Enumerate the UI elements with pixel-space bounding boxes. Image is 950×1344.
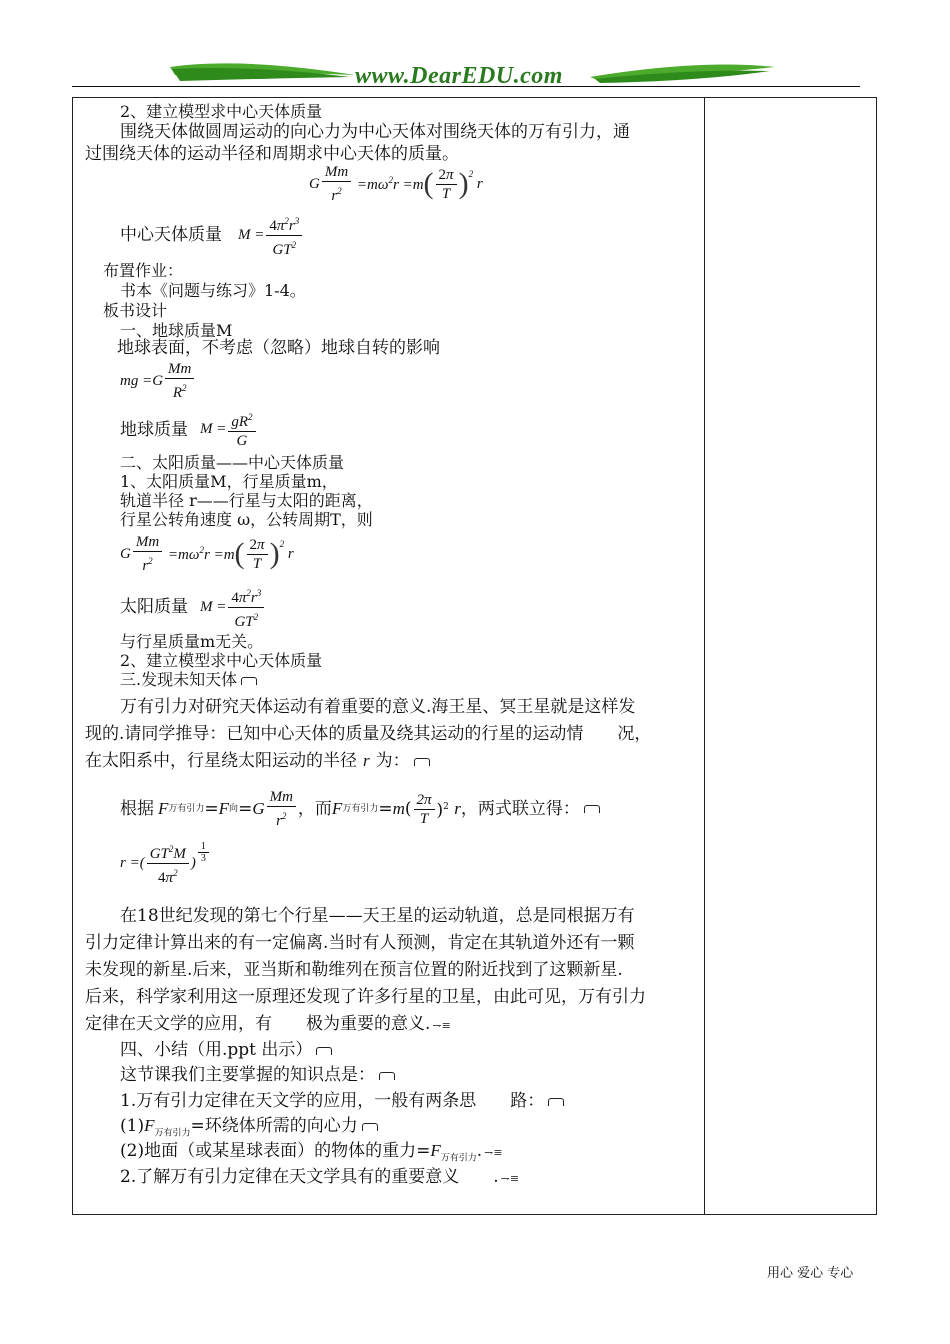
label-earth-mass: 地球质量 xyxy=(120,420,188,440)
text-span: =环绕体所需的向心力 xyxy=(190,1116,358,1136)
site-name: www.DearEDU.com xyxy=(355,63,563,89)
section-discover-line xyxy=(120,670,257,690)
formula-centripetal-gravity: G $\frac{Mm}{r^2}$ $=m\omega^2r =m$ ( $\frac{2\pi}{T}$ ) $^2$ r xyxy=(309,164,483,204)
summary-heading: 四、小结（用.ppt 出示） xyxy=(120,1040,313,1060)
section-earth-mass: 一、地球质量M xyxy=(120,321,233,340)
text-line: 地球表面，不考虑（忽略）地球自转的影响 xyxy=(117,338,440,358)
text-span: 定律在天文学的应用，有 极为重要的意义. xyxy=(85,1014,431,1034)
return-mark-icon xyxy=(241,677,257,685)
formula-radius: r =( $\frac{GT^2M}{4\pi^2}$ ) $\frac{1}{3}$ xyxy=(120,840,211,887)
var-r: r xyxy=(363,751,370,770)
central-mass-line xyxy=(120,224,222,246)
summary-point-1a: $(1)F_{万有引力}=$环绕体所需的向心力 xyxy=(120,1115,378,1144)
site-banner xyxy=(0,55,950,95)
summary-point-1b: (2)地面（或某星球表面）的物体的重力$=F_{万有引力}$. ⇁≡ xyxy=(120,1141,503,1164)
summary-heading-line xyxy=(120,1039,332,1061)
paragraph-mark-icon: ⇁≡ xyxy=(432,1019,451,1032)
text-span: . xyxy=(476,1141,483,1161)
text-line: 围绕天体做圆周运动的向心力为中心天体对围绕天体的万有引力，通 xyxy=(120,122,630,142)
footer-motto: 用心 爱心 专心 xyxy=(767,1266,854,1281)
subscript-label: 万有引力 xyxy=(342,804,379,814)
return-mark-icon xyxy=(316,1047,332,1055)
text-line: 行星公转角速度 ω，公转周期T，则 xyxy=(120,510,373,529)
return-mark-icon xyxy=(584,805,600,813)
subscript-label: 向 xyxy=(229,804,239,814)
formula-mg: mg =G $\frac{Mm}{R^2}$ xyxy=(120,360,196,402)
summary-intro-line xyxy=(120,1064,395,1086)
paragraph-line: 在18世纪发现的第七个行星——天王星的运动轨道，总是同根据万有 xyxy=(120,906,635,926)
text-span: 这节课我们主要掌握的知识点是： xyxy=(120,1065,375,1085)
label-central-mass: 中心天体质量 xyxy=(120,225,222,245)
text-line: 过围绕天体的运动半径和周期求中心天体的质量。 xyxy=(85,144,459,164)
summary-point-1 xyxy=(120,1090,564,1112)
heading-build-model: 2、建立模型求中心天体质量 xyxy=(120,102,323,121)
return-mark-icon xyxy=(362,1123,378,1131)
homework-text: 书本《问题与练习》1-4。 xyxy=(120,281,306,300)
text-line: 万有引力对研究天体运动有着重要的意义.海王星、冥王星就是这样发 xyxy=(120,697,636,717)
section-discover: 三.发现未知天体 xyxy=(120,670,238,689)
text-span: 1.万有引力定律在天文学的应用，一般有两条思 路： xyxy=(120,1091,545,1111)
text-line: 与行星质量m无关。 xyxy=(120,632,264,651)
formula-sun-mass: M = $\frac{4\pi^2r^3}{GT^2}$ xyxy=(200,584,266,631)
return-mark-icon xyxy=(548,1098,564,1106)
text-span: (2)地面（或某星球表面）的物体的重力= xyxy=(120,1141,431,1161)
summary-point-2 xyxy=(120,1166,519,1190)
return-mark-icon xyxy=(414,758,430,766)
paragraph-mark-icon: ⇁≡ xyxy=(500,1172,520,1185)
text-span: 在太阳系中，行星绕太阳运动的半径 xyxy=(85,751,357,771)
section-sun-mass: 二、太阳质量——中心天体质量 xyxy=(120,453,345,472)
subscript-label: 万有引力 xyxy=(154,1128,191,1139)
text-line: 2、建立模型求中心天体质量 xyxy=(120,651,323,670)
subscript-label: 万有引力 xyxy=(168,804,205,814)
label-sun-mass: 太阳质量 xyxy=(120,597,188,617)
text-span: 为： xyxy=(375,751,410,771)
paragraph-line-end xyxy=(85,1013,451,1037)
orbit-radius-line xyxy=(85,750,430,772)
table-column-divider xyxy=(704,97,705,1215)
text-line: 1、太阳质量M，行星质量m， xyxy=(120,472,338,491)
formula-central-mass: M = $\frac{4\pi^2r^3}{GT^2}$ xyxy=(238,212,304,259)
return-mark-icon xyxy=(379,1072,395,1080)
derivation-line: 根据 F 万有引力 = F 向 = G $\frac{Mm}{r^2}$ ，而 F 万有引力 = m ( $\frac{2\pi}{T}$ )$^2$ r ，两式联立得： xyxy=(120,788,600,830)
subscript-label: 万有引力 xyxy=(440,1153,477,1164)
paragraph-line: 未发现的新星.后来，亚当斯和勒维列在预言位置的附近找到了这颗新星. xyxy=(85,960,623,980)
text-line: 轨道半径 r——行星与太阳的距离， xyxy=(120,491,373,510)
paragraph-line: 后来，科学家利用这一原理还发现了许多行星的卫星，由此可见，万有引力 xyxy=(85,987,646,1007)
text-span: 2.了解万有引力定律在天文学具有的重要意义 . xyxy=(120,1167,499,1187)
text-span: ，两式联立得： xyxy=(460,799,580,819)
text-line: 现的.请同学推导：已知中心天体的质量及绕其运动的行星的运动情 况， xyxy=(85,724,652,744)
board-design-heading: 板书设计 xyxy=(103,301,168,320)
paragraph-line: 引力定律计算出来的有一定偏离.当时有人预测，肯定在其轨道外还有一颗 xyxy=(85,933,635,953)
homework-heading: 布置作业： xyxy=(103,261,184,280)
paragraph-mark-icon: ⇁≡ xyxy=(484,1146,503,1159)
text-span: 根据 xyxy=(120,799,154,819)
text-span: ，而 xyxy=(297,799,332,819)
text-span: (1) xyxy=(120,1116,145,1136)
formula-sun-gravity: G $\frac{Mm}{r^2}$ $=m\omega^2r =m$ ( $\frac{2\pi}{T}$ ) $^2$ r xyxy=(120,534,294,574)
header-rule xyxy=(72,86,860,87)
formula-earth-mass: M = $\frac{gR^2}{G}$ xyxy=(200,408,258,450)
